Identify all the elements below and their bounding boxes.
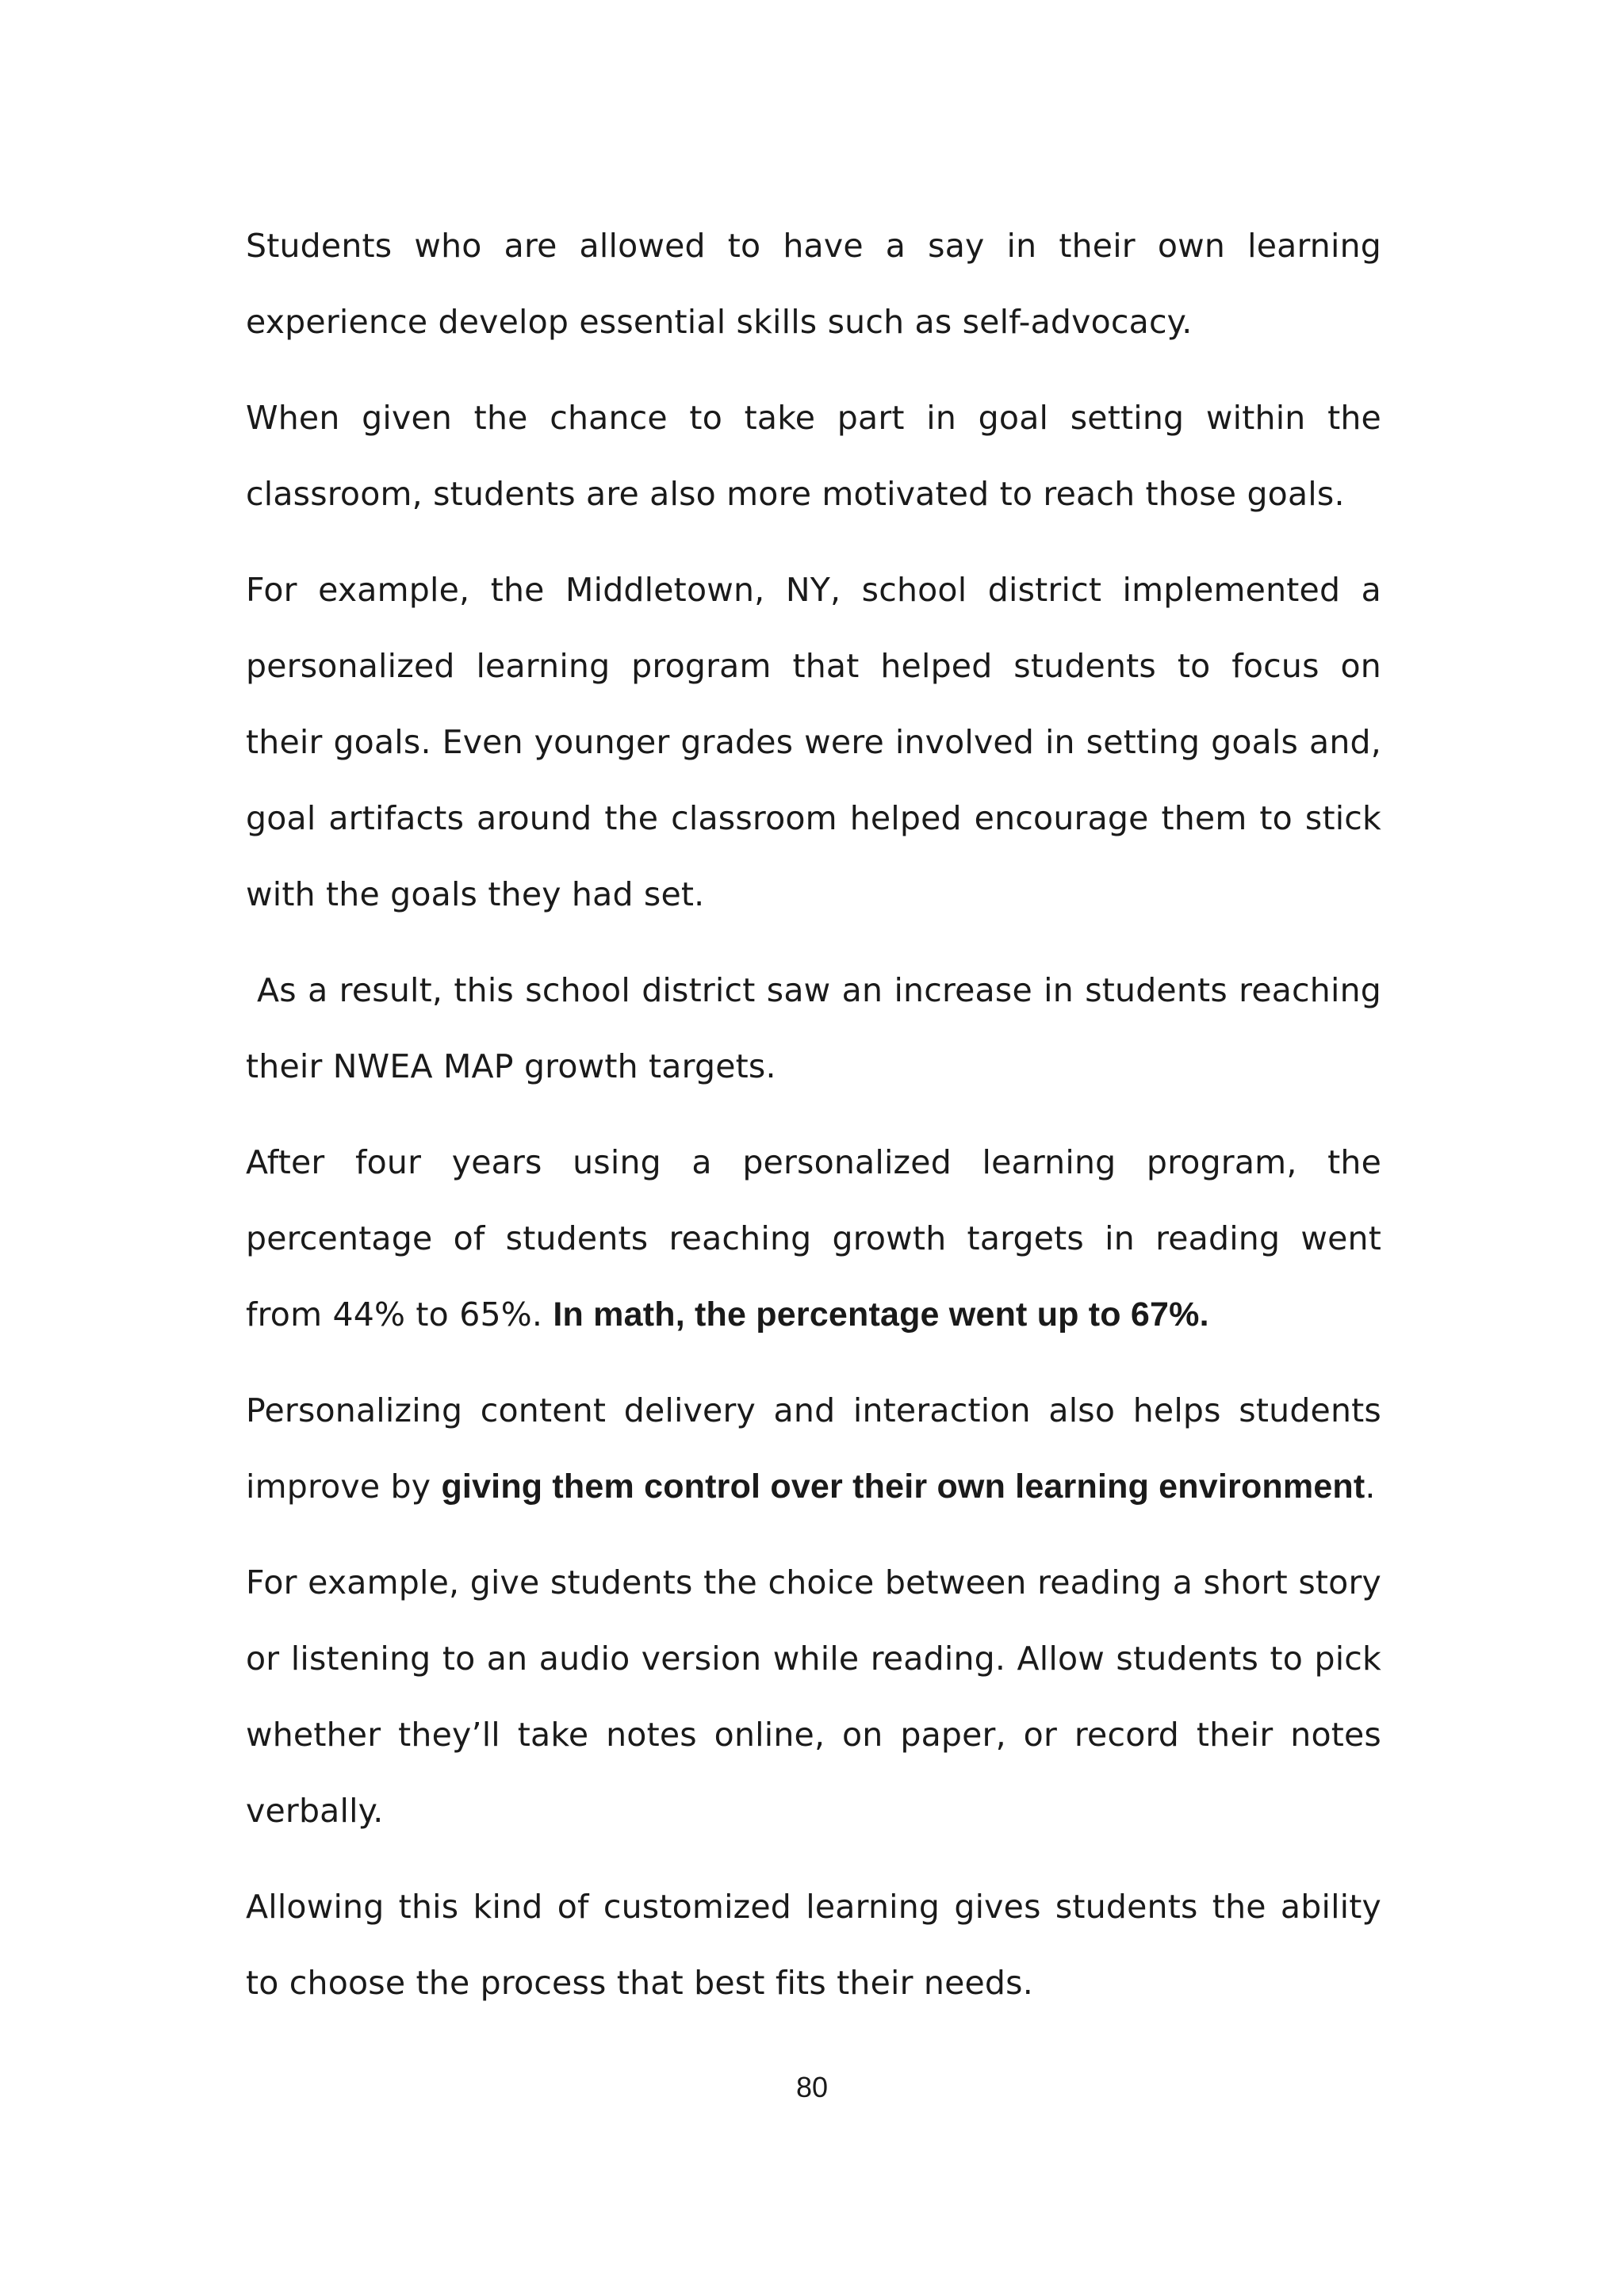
paragraph-text: Personalizing content delivery and interaction also helps students improve by	[246, 1391, 1381, 1506]
paragraph-bold-text: In math, the percentage went up to 67%.	[553, 1295, 1209, 1334]
paragraph-text: Students who are allowed to have a say in their own learning experience develop essential skills such as self-advocacy.	[246, 227, 1381, 341]
paragraph-text: For example, give students the choice between reading a short story or listening to an audio version while reading. Allow students to pick whether they’ll take notes online, on paper, or record their notes verbally.	[246, 1563, 1381, 1830]
paragraph-text: As a result, this school district saw an increase in students reaching their NWEA MAP growth targets.	[246, 971, 1381, 1085]
paragraph-bold-text: giving them control over their own learning environment	[441, 1468, 1365, 1506]
paragraph-result	[246, 952, 1381, 1104]
paragraph-growth-targets	[246, 1124, 1381, 1353]
page-body	[246, 208, 1381, 2041]
paragraph-goal-setting	[246, 380, 1381, 532]
paragraph-self-advocacy	[246, 208, 1381, 360]
paragraph-text: When given the chance to take part in goal setting within the classroom, students are also more motivated to reach those goals.	[246, 399, 1381, 513]
paragraph-text: For example, the Middletown, NY, school district implemented a personalized learning program that helped students to focus on their goals. Even younger grades were involved in setting goals and, goal artifacts around the classroom helped encourage them to stick with the goals they had set.	[246, 571, 1381, 913]
paragraph-choice-example	[246, 1544, 1381, 1849]
paragraph-text: Allowing this kind of customized learning gives students the ability to choose the process that best fits their needs.	[246, 1888, 1381, 2002]
paragraph-customized-learning	[246, 1869, 1381, 2021]
paragraph-middletown-example	[246, 552, 1381, 932]
paragraph-text: After four years using a personalized learning program, the percentage of students reaching growth targets in reading went from 44% to 65%.	[246, 1143, 1381, 1334]
page-number: 80	[795, 2071, 829, 2103]
paragraph-content-delivery	[246, 1372, 1381, 1525]
paragraph-text: .	[1365, 1468, 1376, 1506]
